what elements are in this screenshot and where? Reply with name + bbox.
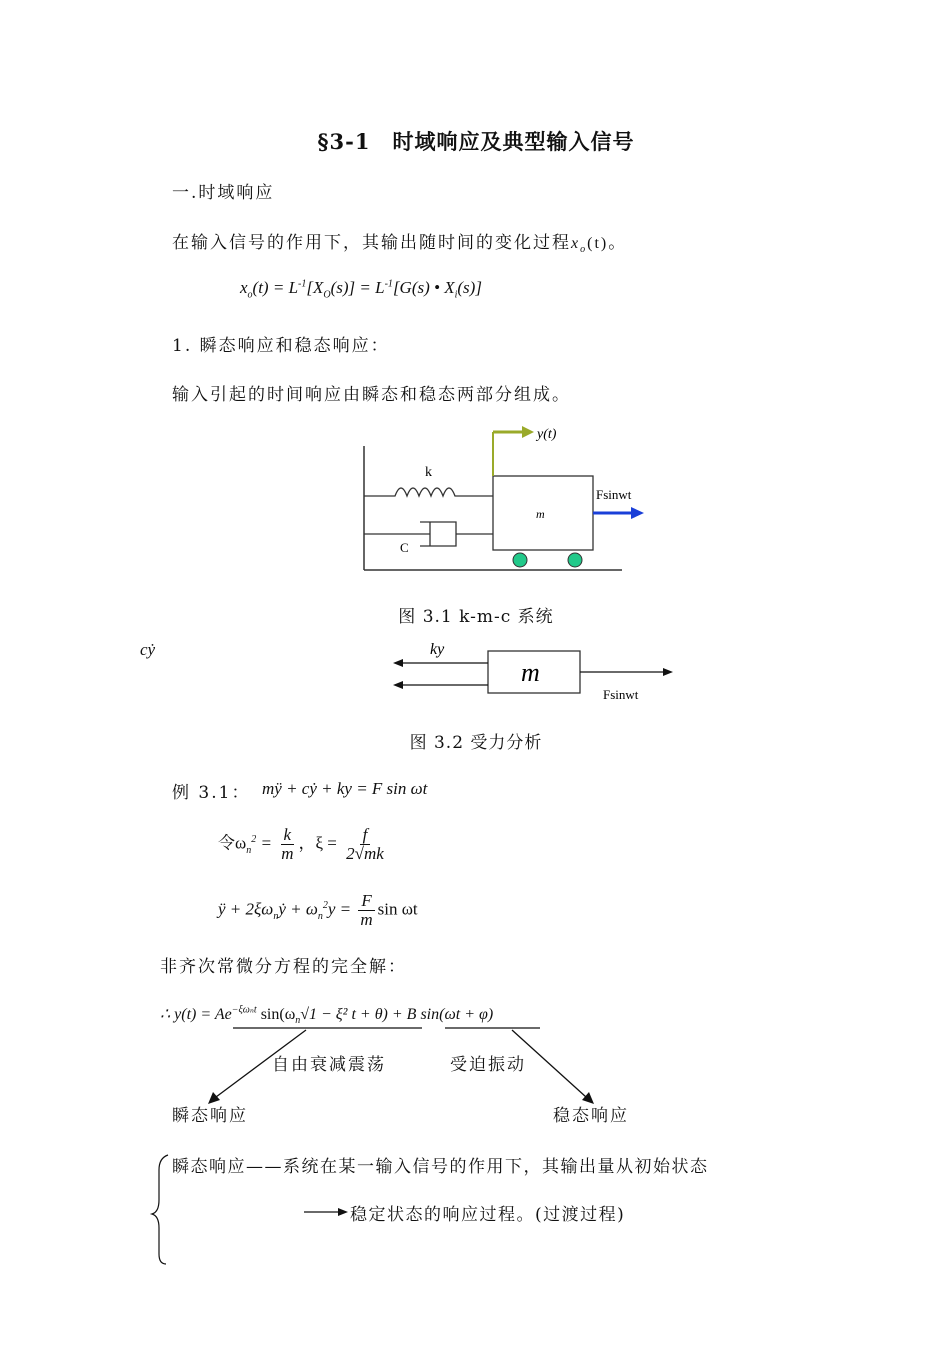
force-arrow-icon [631, 507, 644, 519]
force-label: Fsinwt [603, 687, 639, 702]
section-heading: 一.时域响应 [172, 183, 275, 203]
mass-label: m [536, 507, 545, 521]
definition-line2: 稳定状态的响应过程。(过渡过程) [350, 1205, 626, 1225]
spring-label: k [425, 465, 432, 480]
force-analysis-figure [385, 636, 685, 706]
steady-label: 稳态响应 [553, 1106, 629, 1126]
damper-label: C [400, 540, 409, 555]
output-arrow-icon [522, 426, 534, 438]
figure2-caption: 图 3.2 受力分析 [409, 733, 543, 753]
definition-line1: 瞬态响应——系统在某一输入信号的作用下，其输出量从初始状态 [172, 1157, 709, 1177]
wheel-icon [568, 553, 582, 567]
definition-omega-xi: 令$\omega_n^2$ = $\frac{k}{m}$ ，ξ = $\frac{f}{2√mk}$ [218, 825, 384, 863]
transient-label: 瞬态响应 [172, 1106, 248, 1126]
arrow-right-icon [663, 668, 673, 676]
mass-label: m [521, 658, 540, 687]
example-equation: mÿ + cẏ + ky = F sin ωt [262, 779, 428, 798]
solution-equation: ∴ $y(t) = Ae^{-\xi\omega_nt}$ $\sin(\omega_n√1 - \xi^2$ t + θ) + B sin(ωt + φ) [160, 1004, 494, 1027]
intro-var: $x_o(t)$ [571, 235, 609, 256]
wheel-icon [513, 553, 527, 567]
force-label: Fsinwt [596, 487, 632, 502]
example-label: 例 3.1： [172, 783, 251, 803]
brace-icon [144, 1150, 174, 1270]
forced-vibration-label: 受迫振动 [450, 1055, 526, 1075]
arrow-left-icon [393, 659, 403, 667]
formula-laplace: $x_o(t) = L^{-1}[X_O(s)] = L^{-1}[G(s)$ • $X_i(s)$] [240, 278, 482, 301]
intro-text: 在输入信号的作用下，其输出随时间的变化过程 [172, 233, 571, 253]
subsection-heading: 1. 瞬态响应和稳态响应： [172, 336, 390, 356]
output-label: y(t) [537, 427, 557, 442]
intro-line [172, 228, 627, 255]
spring-icon [364, 488, 493, 496]
normalized-equation: ÿ + $2\xi\omega_nẏ + \omega_n^2y$ = $\frac{F}{m}$ sin ωt [218, 891, 418, 929]
intro-end: 。 [608, 233, 628, 253]
arrow-right-icon [302, 1204, 350, 1220]
figure1-caption: 图 3.1 k-m-c 系统 [398, 607, 554, 627]
spring-force-label: ky [430, 641, 445, 658]
free-oscillation-label: 自由衰减震荡 [272, 1055, 386, 1075]
page-title: §3-1 时域响应及典型输入信号 [317, 129, 635, 154]
kmc-system-figure [350, 418, 670, 578]
subsection-text: 输入引起的时间响应由瞬态和稳态两部分组成。 [172, 385, 571, 405]
arrow-left-icon [393, 681, 403, 689]
solution-heading: 非齐次常微分方程的完全解： [160, 957, 407, 977]
damping-force-label: cẏ [140, 640, 156, 659]
